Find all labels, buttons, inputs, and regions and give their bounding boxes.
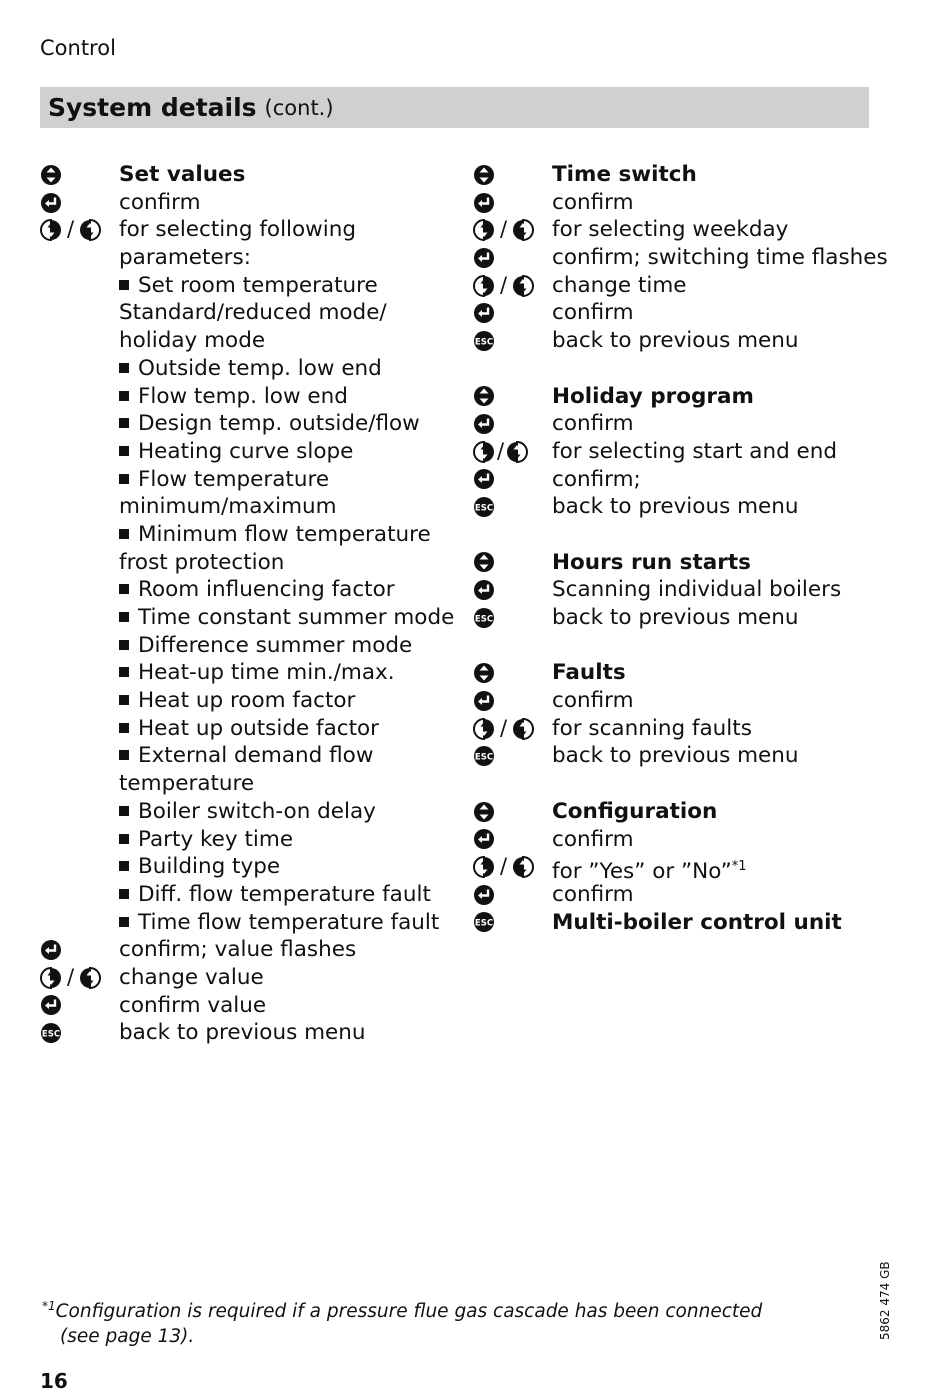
section-label: Control <box>40 36 116 60</box>
instruction-row <box>473 493 883 521</box>
instruction-row <box>473 410 883 438</box>
parameter-item <box>40 327 460 355</box>
enter-icon <box>473 413 495 435</box>
instruction-text: confirm <box>552 881 634 907</box>
instruction-text: confirm <box>552 688 634 714</box>
parameter-label: Set room temperature <box>138 272 378 298</box>
scroll-updown-icon <box>473 662 495 684</box>
separator: / <box>500 217 508 242</box>
bullet-icon <box>119 695 129 705</box>
instruction-row <box>40 216 460 244</box>
parameter-item <box>40 549 460 577</box>
set-values-heading: Set values <box>119 162 246 187</box>
separator: / <box>500 715 508 740</box>
enter-icon <box>473 828 495 850</box>
instruction-row <box>473 742 883 770</box>
esc-icon <box>473 745 495 767</box>
parameter-item <box>40 438 460 466</box>
enter-icon <box>473 468 495 490</box>
parameter-label: holiday mode <box>119 328 266 354</box>
instruction-row <box>473 438 883 466</box>
scroll-right-icon <box>512 275 534 297</box>
instruction-row <box>40 936 460 964</box>
time-switch-heading: Time switch <box>552 162 697 187</box>
esc-icon <box>40 1022 62 1044</box>
instruction-row <box>473 244 888 272</box>
parameter-item <box>40 521 460 549</box>
instruction-row <box>473 466 883 494</box>
enter-icon <box>473 690 495 712</box>
scroll-updown-icon <box>40 164 62 186</box>
scroll-updown-icon <box>473 801 495 823</box>
instruction-text: confirm <box>552 826 634 852</box>
parameter-item <box>40 632 460 660</box>
title-banner <box>40 87 869 128</box>
separator: / <box>500 272 508 297</box>
bullet-icon <box>119 280 129 290</box>
page-number: 16 <box>40 1369 68 1393</box>
instruction-text: confirm; value flashes <box>119 937 357 963</box>
instruction-text: change value <box>119 964 264 990</box>
instruction-text: confirm <box>119 189 201 215</box>
bullet-icon <box>119 861 129 871</box>
parameter-label: Flow temp. low end <box>138 383 348 409</box>
parameter-label: Flow temperature <box>138 466 330 492</box>
parameter-item <box>40 687 460 715</box>
parameter-label: temperature <box>119 771 255 797</box>
page-title-suffix: (cont.) <box>264 95 334 120</box>
parameter-label: Boiler switch-on delay <box>138 798 376 824</box>
esc-icon <box>473 330 495 352</box>
bullet-icon <box>119 584 129 594</box>
instruction-row <box>40 189 460 217</box>
enter-icon <box>40 994 62 1016</box>
parameter-item <box>40 355 460 383</box>
parameter-item <box>40 272 460 300</box>
scroll-right-icon <box>79 219 101 241</box>
multi-boiler-label: Multi-boiler control unit <box>552 909 842 935</box>
parameter-item <box>40 659 460 687</box>
bullet-icon <box>119 363 129 373</box>
faults-heading-row <box>473 659 883 687</box>
parameter-label: Diff. flow temperature fault <box>138 881 431 907</box>
left-column <box>40 161 460 1047</box>
bullet-icon <box>119 806 129 816</box>
instruction-row <box>473 299 883 327</box>
parameter-label: Minimum flow temperature <box>138 521 431 547</box>
parameter-label: Heat-up time min./max. <box>138 660 395 686</box>
parameter-item <box>40 299 460 327</box>
parameter-item <box>40 853 460 881</box>
enter-icon <box>40 939 62 961</box>
instruction-text: back to previous menu <box>552 743 799 769</box>
parameter-label: Design temp. outside/flow <box>138 411 420 437</box>
configuration-heading-row <box>473 798 883 826</box>
parameter-item <box>40 826 460 854</box>
holiday-heading-row <box>473 383 883 411</box>
instruction-row <box>473 826 883 854</box>
spacer <box>473 770 883 798</box>
instruction-row <box>473 327 883 355</box>
instruction-text: Scanning individual boilers <box>552 577 842 603</box>
parameter-label: frost protection <box>119 549 285 575</box>
instruction-text: for selecting weekday <box>552 217 789 243</box>
enter-icon <box>473 192 495 214</box>
instruction-text: for scanning faults <box>552 715 752 741</box>
bullet-icon <box>119 418 129 428</box>
instruction-text: for selecting following <box>119 217 357 243</box>
instruction-row <box>473 189 883 217</box>
esc-icon <box>473 607 495 629</box>
bullet-icon <box>119 612 129 622</box>
scroll-left-icon <box>40 967 62 989</box>
instruction-row <box>473 881 883 909</box>
scroll-updown-icon <box>473 385 495 407</box>
scroll-left-icon <box>473 441 495 463</box>
separator: / <box>67 964 75 989</box>
scroll-updown-icon <box>473 164 495 186</box>
parameter-item <box>40 576 460 604</box>
instruction-row <box>473 576 883 604</box>
right-column <box>473 161 888 936</box>
instruction-row <box>473 216 883 244</box>
enter-icon <box>473 302 495 324</box>
instruction-text: confirm <box>552 300 634 326</box>
separator: / <box>500 854 508 879</box>
scroll-left-icon <box>473 219 495 241</box>
bullet-icon <box>119 750 129 760</box>
parameter-item <box>40 604 460 632</box>
enter-icon <box>473 247 495 269</box>
instruction-row <box>473 687 883 715</box>
instruction-text: confirm; <box>552 466 641 492</box>
instruction-text: change time <box>552 272 687 298</box>
separator: / <box>67 217 75 242</box>
parameter-label: Building type <box>138 854 281 880</box>
enter-icon <box>40 192 62 214</box>
instruction-row <box>473 272 883 300</box>
instruction-row <box>473 604 883 632</box>
instruction-text: back to previous menu <box>552 605 799 630</box>
document-code: 5862 474 GB <box>878 1261 892 1340</box>
parameter-label: Standard/reduced mode/ <box>119 300 387 326</box>
page-title: System details <box>48 93 257 122</box>
configuration-heading: Configuration <box>552 798 718 824</box>
parameter-item <box>40 466 460 494</box>
footnote-line-1: Configuration is required if a pressure flue gas cascade has been connected <box>55 1301 763 1323</box>
bullet-icon <box>119 834 129 844</box>
scroll-left-icon <box>473 275 495 297</box>
hours-heading: Hours run starts <box>552 549 751 575</box>
holiday-heading: Holiday program <box>552 383 754 409</box>
bullet-icon <box>119 391 129 401</box>
parameter-label: Outside temp. low end <box>138 355 382 381</box>
faults-heading: Faults <box>552 660 626 686</box>
instruction-text: parameters: <box>119 245 251 271</box>
instruction-text: confirm <box>552 189 634 215</box>
footnote <box>42 1294 842 1349</box>
spacer <box>473 632 883 660</box>
scroll-right-icon <box>512 219 534 241</box>
instruction-row <box>473 853 883 885</box>
instruction-row <box>40 1019 460 1047</box>
parameter-label: External demand flow <box>138 743 374 769</box>
scroll-right-icon <box>512 718 534 740</box>
instruction-row <box>40 992 460 1020</box>
instruction-text <box>552 853 883 885</box>
instruction-text: confirm value <box>119 992 267 1018</box>
parameter-item <box>40 881 460 909</box>
parameter-label: Time constant summer mode <box>138 605 455 630</box>
bullet-icon <box>119 446 129 456</box>
instruction-row <box>473 715 883 743</box>
enter-icon <box>473 884 495 906</box>
instruction-text: back to previous menu <box>119 1020 366 1046</box>
instruction-row <box>40 244 460 272</box>
parameter-label: minimum/maximum <box>119 494 337 520</box>
separator: / <box>497 438 505 463</box>
parameter-label: Room influencing factor <box>138 577 395 603</box>
parameter-item <box>40 798 460 826</box>
esc-icon <box>473 911 495 933</box>
spacer <box>473 521 883 549</box>
parameter-label: Difference summer mode <box>138 632 413 658</box>
esc-icon <box>473 496 495 518</box>
footnote-marker: *1 <box>42 1299 56 1313</box>
parameter-item <box>40 410 460 438</box>
scroll-right-icon <box>506 441 528 463</box>
parameter-label: Heating curve slope <box>138 438 354 464</box>
instruction-text: for selecting start and end <box>552 438 838 464</box>
enter-icon <box>473 579 495 601</box>
bullet-icon <box>119 917 129 927</box>
bullet-icon <box>119 640 129 650</box>
parameter-label: Time flow temperature fault <box>138 909 440 935</box>
parameter-item <box>40 715 460 743</box>
parameter-item <box>40 742 460 770</box>
scroll-right-icon <box>512 856 534 878</box>
bullet-icon <box>119 529 129 539</box>
bullet-icon <box>119 889 129 899</box>
parameter-item <box>40 770 460 798</box>
instruction-text: back to previous menu <box>552 494 799 520</box>
parameter-label: Heat up outside factor <box>138 715 380 741</box>
scroll-left-icon <box>473 856 495 878</box>
hours-heading-row <box>473 549 883 577</box>
bullet-icon <box>119 667 129 677</box>
instruction-row <box>473 909 883 937</box>
parameter-label: Heat up room factor <box>138 688 356 714</box>
footnote-ref: *1 <box>731 859 747 875</box>
instruction-text: confirm <box>552 411 634 437</box>
time-switch-heading-row <box>473 161 883 189</box>
parameter-item <box>40 383 460 411</box>
scroll-left-icon <box>40 219 62 241</box>
footnote-line-2: (see page 13). <box>60 1326 195 1348</box>
yes-no-text: for ”Yes” or ”No” <box>552 859 732 885</box>
parameter-item <box>40 909 460 937</box>
instruction-text: confirm; switching time flashes <box>552 245 888 271</box>
scroll-left-icon <box>473 718 495 740</box>
parameter-item <box>40 493 460 521</box>
parameter-label: Party key time <box>138 826 294 852</box>
instruction-text: back to previous menu <box>552 328 799 354</box>
scroll-updown-icon <box>473 551 495 573</box>
set-values-heading-row <box>40 161 460 189</box>
scroll-right-icon <box>79 967 101 989</box>
bullet-icon <box>119 474 129 484</box>
spacer <box>473 355 883 383</box>
bullet-icon <box>119 723 129 733</box>
instruction-row <box>40 964 460 992</box>
